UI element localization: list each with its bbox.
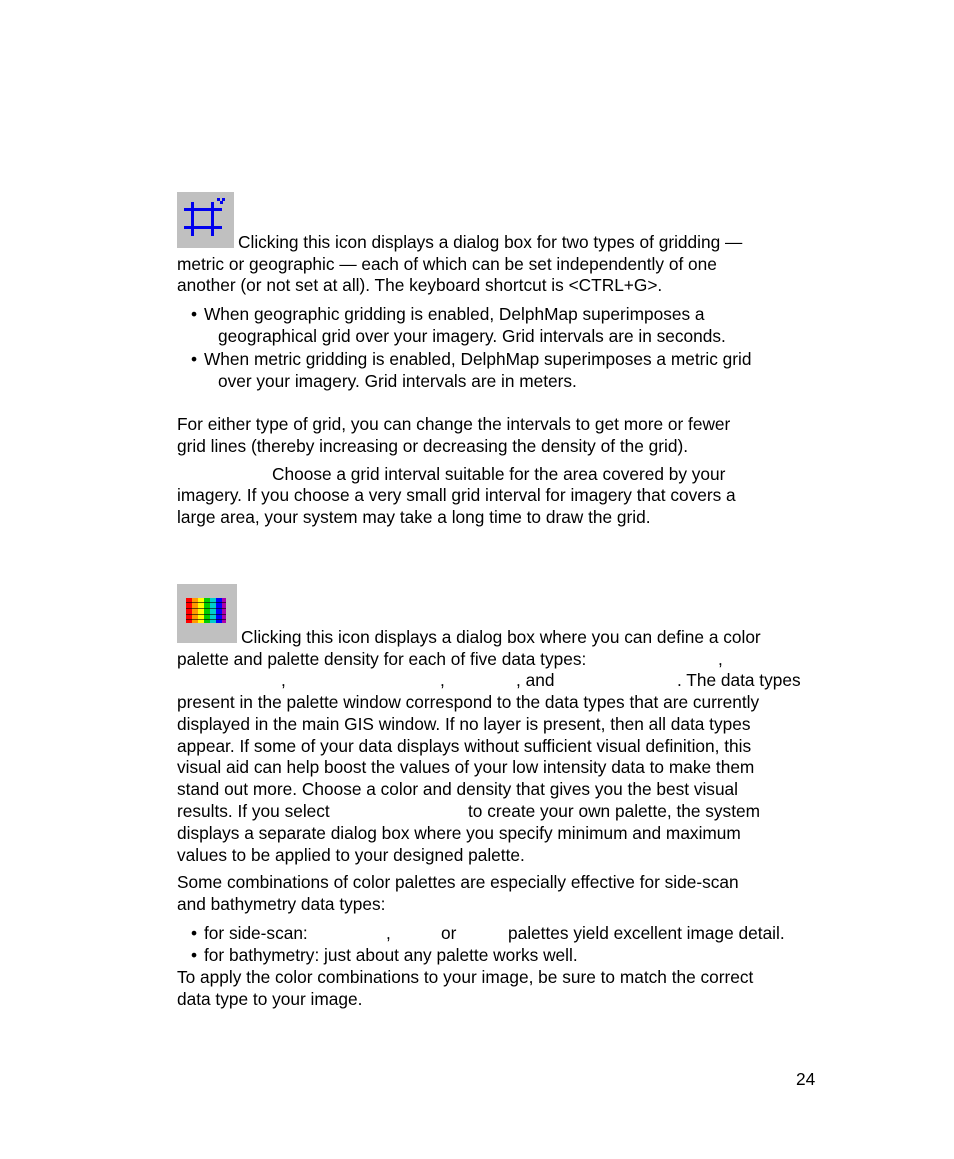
palette-data-types: . The data types	[677, 670, 801, 690]
palette-desc-line-8: stand out more. Choose a color and density that gives you the best visual	[177, 779, 739, 799]
palette-desc-line-9a: results. If you select	[177, 801, 330, 821]
palette-desc-line-1: Clicking this icon displays a dialog box where you can define a color	[241, 627, 761, 647]
page-number: 24	[796, 1069, 816, 1089]
grid-tip-line-3: large area, your system may take a long time to draw the grid.	[177, 507, 651, 527]
bullet-dot: •	[191, 923, 198, 943]
palette-icon	[177, 584, 237, 643]
bullet-metric-line-1: When metric gridding is enabled, DelphMap superimposes a metric grid	[204, 349, 752, 369]
palette-desc-line-4: present in the palette window correspond to the data types that are currently	[177, 692, 760, 712]
palette-desc-line-6: appear. If some of your data displays without sufficient visual definition, this	[177, 736, 752, 756]
palette-desc-line-2: palette and palette density for each of five data types:	[177, 649, 587, 669]
grid-para2-line-1: For either type of grid, you can change the intervals to get more or fewer	[177, 414, 731, 434]
bullet-dot: •	[191, 304, 198, 324]
palette-para2-line-2: and bathymetry data types:	[177, 894, 386, 914]
bullet-sidescan-comma: ,	[386, 923, 391, 943]
bullet-geographic-line-2: geographical grid over your imagery. Grid intervals are in seconds.	[218, 326, 726, 346]
palette-desc-line-11: values to be applied to your designed palette.	[177, 845, 525, 865]
palette-comma-2: ,	[281, 670, 286, 690]
grid-desc-line-1: Clicking this icon displays a dialog box for two types of gridding —	[238, 232, 743, 252]
palette-and: , and	[516, 670, 555, 690]
bullet-bathymetry: for bathymetry: just about any palette works well.	[204, 945, 578, 965]
palette-para3-line-2: data type to your image.	[177, 989, 363, 1009]
palette-desc-line-10: displays a separate dialog box where you specify minimum and maximum	[177, 823, 741, 843]
bullet-dot: •	[191, 349, 198, 369]
bullet-sidescan-or: or	[441, 923, 457, 943]
grid-tip-line-2: imagery. If you choose a very small grid interval for imagery that covers a	[177, 485, 736, 505]
palette-comma-1: ,	[718, 649, 723, 669]
grid-tip-line-1: Choose a grid interval suitable for the area covered by your	[272, 464, 726, 484]
bullet-dot: •	[191, 945, 198, 965]
grid-para2-line-2: grid lines (thereby increasing or decreasing the density of the grid).	[177, 436, 689, 456]
bullet-metric-line-2: over your imagery. Grid intervals are in meters.	[218, 371, 577, 391]
palette-comma-3: ,	[440, 670, 445, 690]
bullet-sidescan-label: for side-scan:	[204, 923, 308, 943]
palette-desc-line-9b: to create your own palette, the system	[468, 801, 761, 821]
palette-desc-line-5: displayed in the main GIS window. If no layer is present, then all data types	[177, 714, 751, 734]
grid-desc-line-3: another (or not set at all). The keyboard shortcut is <CTRL+G>.	[177, 275, 663, 295]
palette-para2-line-1: Some combinations of color palettes are especially effective for side-scan	[177, 872, 739, 892]
bullet-sidescan-tail: palettes yield excellent image detail.	[508, 923, 785, 943]
grid-desc-line-2: metric or geographic — each of which can be set independently of one	[177, 254, 717, 274]
palette-desc-line-7: visual aid can help boost the values of your low intensity data to make them	[177, 757, 755, 777]
bullet-geographic-line-1: When geographic gridding is enabled, DelphMap superimposes a	[204, 304, 705, 324]
palette-para3-line-1: To apply the color combinations to your image, be sure to match the correct	[177, 967, 754, 987]
grid-icon	[177, 192, 234, 248]
